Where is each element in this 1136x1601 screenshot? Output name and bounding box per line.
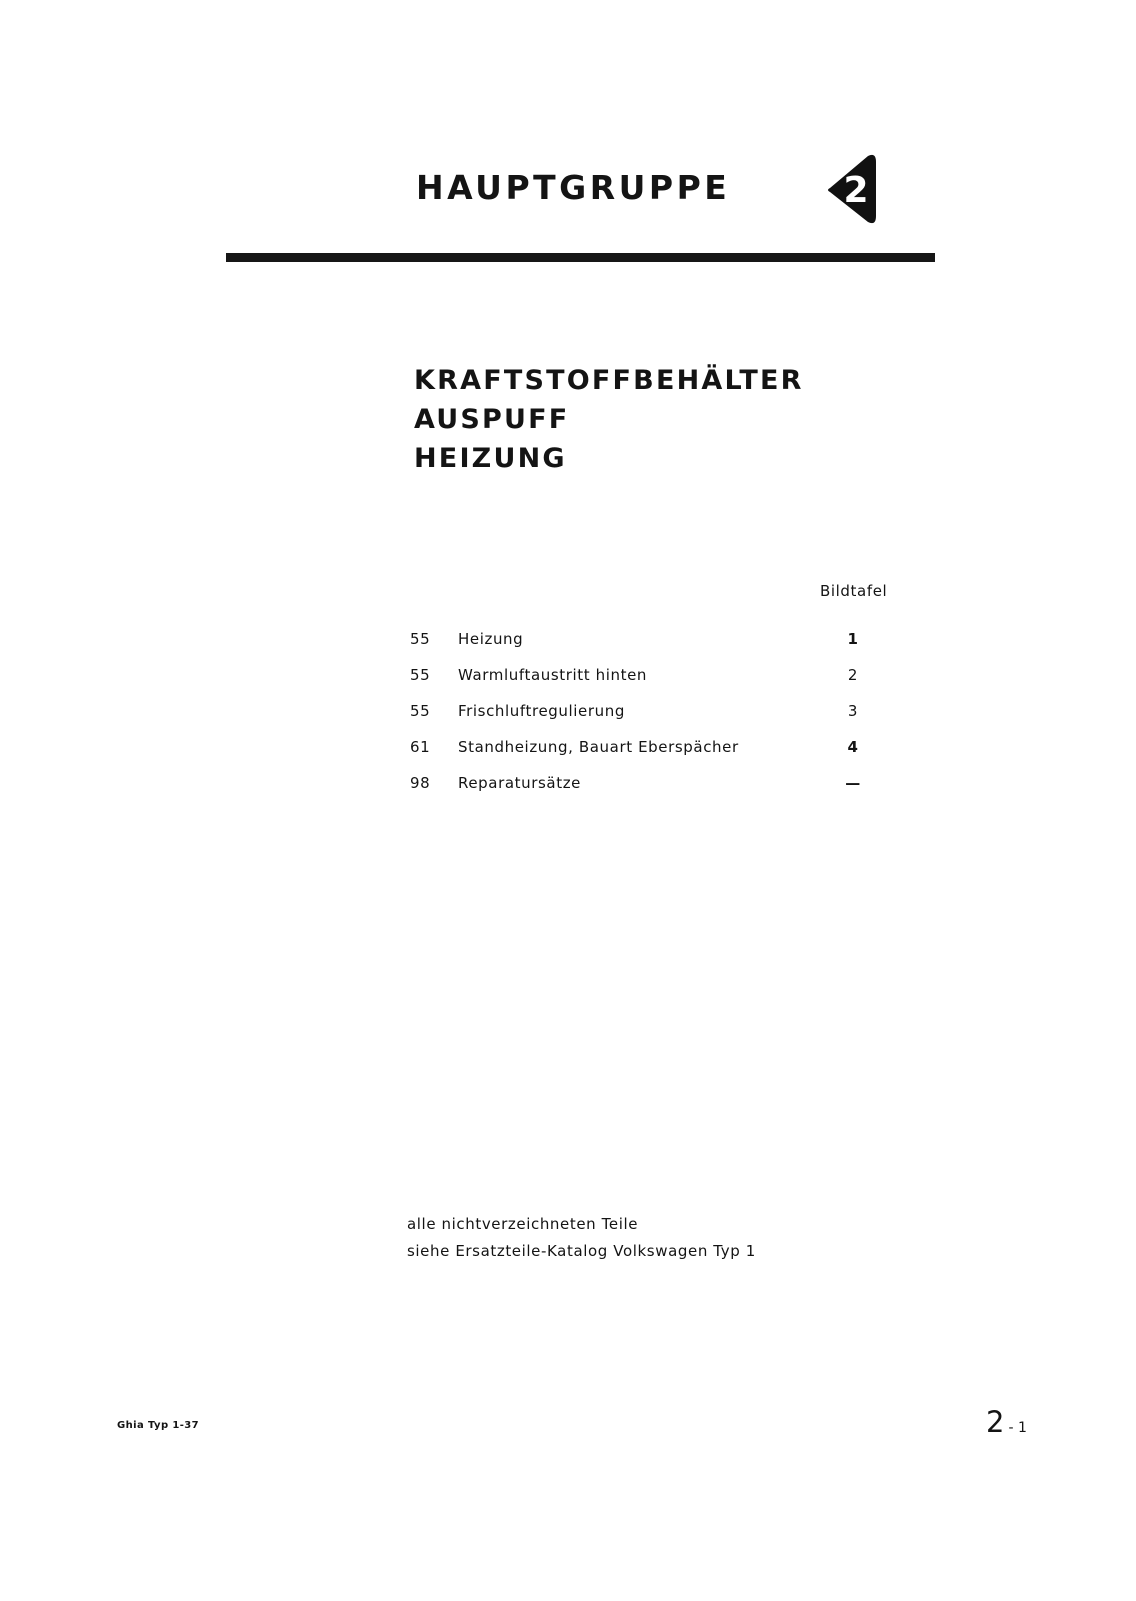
- row-plate: 1: [847, 630, 859, 648]
- row-number: 55: [410, 666, 431, 684]
- footnote-line: siehe Ersatzteile-Katalog Volkswagen Typ 1: [407, 1242, 756, 1260]
- contents-row: [410, 702, 890, 738]
- row-number: 61: [410, 738, 431, 756]
- page-title: HAUPTGRUPPE: [416, 168, 731, 207]
- row-number: 98: [410, 774, 431, 792]
- row-label: Warmluftaustritt hinten: [458, 666, 648, 684]
- contents-row: [410, 774, 890, 810]
- row-number: 55: [410, 630, 431, 648]
- row-plate: 3: [847, 702, 859, 720]
- contents-list: [410, 630, 890, 810]
- page-number-sub: - 1: [1008, 1420, 1027, 1436]
- section-title-list: [414, 361, 804, 478]
- page-number: [986, 1405, 1027, 1439]
- row-plate: —: [845, 774, 861, 792]
- section-title: AUSPUFF: [414, 404, 570, 435]
- row-label: Reparatursätze: [458, 774, 581, 792]
- footer-edition: Ghia Typ 1-37: [117, 1420, 200, 1431]
- page-number-main: 2: [986, 1405, 1005, 1439]
- section-title: KRAFTSTOFFBEHÄLTER: [414, 365, 804, 396]
- contents-row: [410, 738, 890, 774]
- section-title: HEIZUNG: [414, 443, 567, 474]
- row-plate: 2: [847, 666, 859, 684]
- heading-divider: [226, 253, 935, 262]
- group-number-badge: [824, 152, 882, 226]
- row-label: Frischluftregulierung: [458, 702, 625, 720]
- plate-column-header: Bildtafel: [820, 582, 888, 600]
- contents-row: [410, 630, 890, 666]
- contents-row: [410, 666, 890, 702]
- footnote: [407, 1211, 756, 1265]
- row-label: Standheizung, Bauart Eberspächer: [458, 738, 739, 756]
- row-label: Heizung: [458, 630, 524, 648]
- footnote-line: alle nichtverzeichneten Teile: [407, 1215, 639, 1233]
- group-badge-number: 2: [843, 170, 869, 211]
- row-number: 55: [410, 702, 431, 720]
- row-plate: 4: [847, 738, 859, 756]
